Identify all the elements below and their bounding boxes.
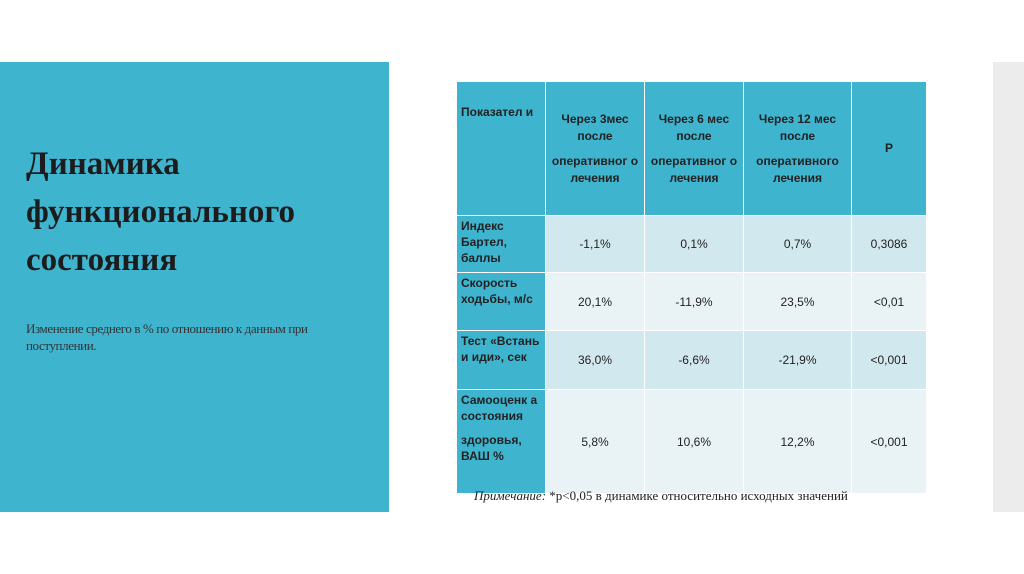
table-row (457, 273, 927, 331)
row-label: Скорость ходьбы, м/с (457, 273, 546, 331)
table-cell: 12,2% (744, 390, 852, 494)
row-label (457, 390, 546, 494)
table-row (457, 390, 927, 494)
header-text: Через 3мес после (561, 111, 629, 143)
header-text: оперативног о лечения (650, 153, 738, 185)
header-12-months (744, 82, 852, 216)
results-table (456, 81, 927, 494)
table-cell: 0,3086 (852, 216, 927, 273)
row-label-part: Самооценк а состояния (461, 393, 538, 423)
header-text: оперативног о лечения (551, 153, 639, 185)
table-cell: -21,9% (744, 331, 852, 390)
note-text: *р<0,05 в динамике относительно исходных значений (546, 488, 848, 503)
table-cell: <0,001 (852, 390, 927, 494)
header-text: оперативного лечения (756, 153, 839, 185)
header-6-months (645, 82, 744, 216)
table-cell: <0,01 (852, 273, 927, 331)
table-cell: 10,6% (645, 390, 744, 494)
table-header-row (457, 82, 927, 216)
row-label: Индекс Бартел, баллы (457, 216, 546, 273)
header-text: Р (884, 141, 893, 155)
table-cell: <0,001 (852, 331, 927, 390)
slide-title: Динамика функционального состояния (26, 146, 296, 278)
table-cell: 0,1% (645, 216, 744, 273)
table-row (457, 331, 927, 390)
table-cell: 23,5% (744, 273, 852, 331)
table-note (474, 488, 848, 504)
table-cell: 5,8% (546, 390, 645, 494)
table-cell: -6,6% (645, 331, 744, 390)
header-text: Через 12 мес после (758, 111, 837, 143)
header-3-months (546, 82, 645, 216)
title-panel (0, 62, 389, 512)
table-cell: -11,9% (645, 273, 744, 331)
table-cell: -1,1% (546, 216, 645, 273)
right-edge-strip (993, 62, 1024, 512)
header-p-value (852, 82, 927, 216)
table-cell: 20,1% (546, 273, 645, 331)
row-label-part: здоровья, ВАШ % (461, 433, 522, 463)
header-indicator (457, 82, 546, 216)
table-row (457, 216, 927, 273)
table-cell: 0,7% (744, 216, 852, 273)
header-text: Показател и (461, 105, 534, 119)
table-cell: 36,0% (546, 331, 645, 390)
header-text: Через 6 мес после (658, 111, 730, 143)
note-prefix: Примечание: (474, 488, 547, 503)
slide-subtitle: Изменение среднего в % по отношению к данным при поступлении. (26, 321, 308, 353)
row-label: Тест «Встань и иди», сек (457, 331, 546, 390)
